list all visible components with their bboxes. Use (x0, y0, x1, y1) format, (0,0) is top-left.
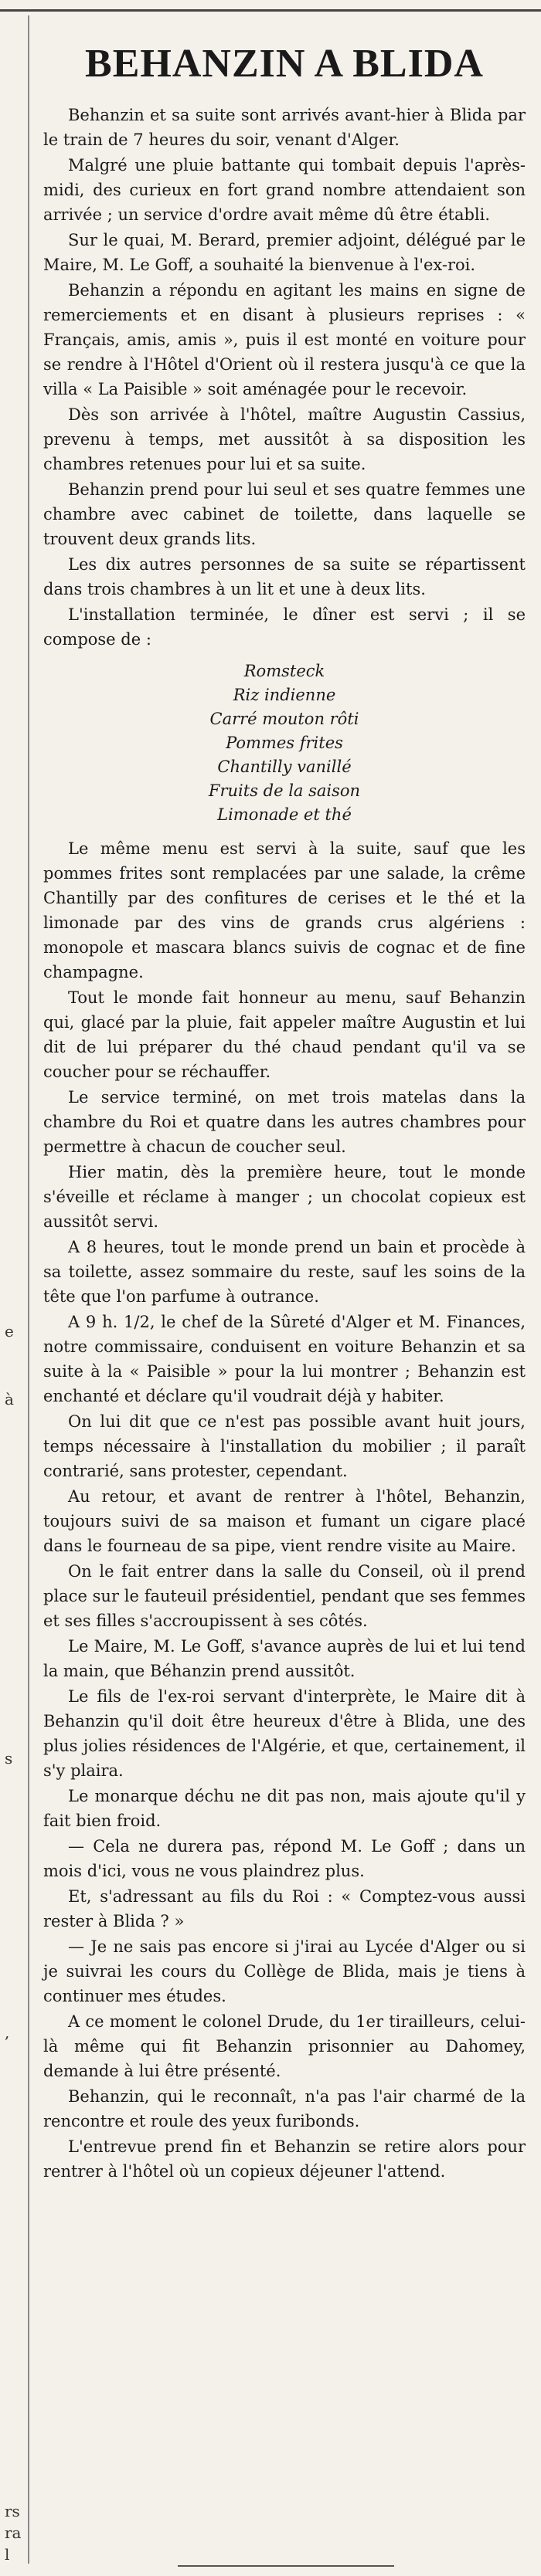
article-paragraph: Tout le monde fait honneur au menu, sauf Behanzin qui, glacé par la pluie, fait appeler maître Augustin et lui dit de lui préparer du thé chaud pendant qu'il va se coucher pour se réchauffer. (43, 988, 526, 1081)
margin-fragment: ra (5, 2523, 22, 2542)
menu-item: Limonade et thé (217, 805, 352, 824)
margin-fragment: à (5, 1390, 14, 1408)
article-title: BEHANZIN A BLIDA (85, 42, 484, 86)
margin-fragment: l (5, 2545, 10, 2564)
article-paragraph: Behanzin prend pour lui seul et ses quatre femmes une chambre avec cabinet de toilette, dans laquelle se trouvent deux grands lits. (43, 480, 526, 548)
article-paragraph: Behanzin, qui le reconnaît, n'a pas l'air charmé de la rencontre et roule des yeux furibonds. (43, 2086, 526, 2130)
menu-item: Riz indienne (233, 685, 336, 704)
article-paragraph: On le fait entrer dans la salle du Conseil, où il prend place sur le fauteuil présidentiel, pendant que ses femmes et ses filles s'accroupissent à ses côtés. (43, 1561, 526, 1630)
article-paragraph: Et, s'adressant au fils du Roi : « Comptez-vous aussi rester à Blida ? » (43, 1886, 526, 1930)
left-column-fragment (0, 0, 23, 2576)
menu-item: Romsteck (243, 661, 325, 680)
article-paragraph: Hier matin, dès la première heure, tout le monde s'éveille et réclame à manger ; un chocolat copieux est aussitôt servi. (43, 1162, 526, 1231)
article-paragraph: L'entrevue prend fin et Behanzin se retire alors pour rentrer à l'hôtel où un copieux déjeuner l'attend. (43, 2137, 526, 2181)
article-paragraph: On lui dit que ce n'est pas possible avant huit jours, temps nécessaire à l'installation du mobilier ; il paraît contrarié, sans protester, cependant. (43, 1412, 526, 1480)
margin-fragment: s (5, 1749, 13, 1768)
margin-fragment: e (5, 1322, 14, 1341)
dinner-menu (43, 659, 526, 827)
article-paragraph: — Je ne sais pas encore si j'irai au Lycée d'Alger ou si je suivrai les cours du Collège de Blida, mais je tiens à continuer mes études. (43, 1937, 526, 2005)
article-paragraph: — Cela ne durera pas, répond M. Le Goff ; dans un mois d'ici, vous ne vous plaindrez plus. (43, 1836, 526, 1880)
article-paragraph: Dès son arrivée à l'hôtel, maître Augustin Cassius, prevenu à temps, met aussitôt à sa disposition les chambres retenues pour lui et sa suite. (43, 405, 526, 473)
menu-item: Pommes frites (226, 733, 343, 752)
article-paragraph: Malgré une pluie battante qui tombait depuis l'après-midi, des curieux en fort grand nombre attendaient son arrivée ; un service d'ordre avait même dû être établi. (43, 155, 526, 224)
margin-fragment: rs (5, 2502, 20, 2520)
article-paragraph: A 9 h. 1/2, le chef de la Sûreté d'Alger et M. Finances, notre commissaire, conduisent en voiture Behanzin et sa suite à la « Paisible » pour la lui montrer ; Behanzin est enchanté et déclare qu'il voudrait déjà y habiter. (43, 1312, 526, 1405)
article-paragraph: Le même menu est servi à la suite, sauf que les pommes frites sont remplacées par une salade, la crême Chantilly par des confitures de cerises et le thé et la limonade par des vins de grands crus algériens : monopole et mascara blancs suivis de cognac et de fine champagne. (43, 839, 526, 981)
article-paragraph: A ce moment le colonel Drude, du 1er tirailleurs, celui-là même qui fit Behanzin prisonnier au Dahomey, demande à lui être présenté. (43, 2012, 526, 2080)
article-paragraph: Le fils de l'ex-roi servant d'interprète, le Maire dit à Behanzin qu'il doit être heureux d'être à Blida, une des plus jolies résidences de l'Algérie, et que, certainement, il s'y plaira. (43, 1686, 526, 1780)
article-paragraph: A 8 heures, tout le monde prend un bain et procède à sa toilette, assez sommaire du reste, sauf les soins de la tête que l'on parfume à outrance. (43, 1237, 526, 1306)
menu-item: Carré mouton rôti (209, 709, 359, 728)
article-paragraph: Behanzin et sa suite sont arrivés avant-hier à Blida par le train de 7 heures du soir, venant d'Alger. (43, 105, 526, 149)
article-body-before-menu (43, 103, 526, 652)
article-body-after-menu (43, 836, 526, 2184)
margin-fragment: , (5, 2023, 10, 2042)
column-divider (28, 15, 29, 2564)
article-paragraph: Le monarque déchu ne dit pas non, mais ajoute qu'il y fait bien froid. (43, 1786, 526, 1830)
article-paragraph: Le Maire, M. Le Goff, s'avance auprès de lui et lui tend la main, que Béhanzin prend aussitôt. (43, 1636, 526, 1680)
article-paragraph: Au retour, et avant de rentrer à l'hôtel, Behanzin, toujours suivi de sa maison et fumant un cigare placé dans le fourneau de sa pipe, vient rendre visite au Maire. (43, 1486, 526, 1555)
article-paragraph: Le service terminé, on met trois matelas dans la chambre du Roi et quatre dans les autres chambres pour permettre à chacun de coucher seul. (43, 1087, 526, 1156)
article-paragraph: Les dix autres personnes de sa suite se répartissent dans trois chambres à un lit et une à deux lits. (43, 554, 526, 598)
article-paragraph: L'installation terminée, le dîner est servi ; il se compose de : (43, 605, 526, 649)
menu-item: Fruits de la saison (208, 781, 361, 800)
top-rule (0, 9, 541, 12)
bottom-rule (178, 2565, 394, 2567)
article-paragraph: Behanzin a répondu en agitant les mains en signe de remerciements et en disant à plusieurs reprises : « Français, amis, amis », puis il est monté en voiture pour se rendre à l'Hôtel d'Orient où il restera jusqu'à ce que la villa « La Paisible » soit aménagée pour le recevoir. (43, 280, 526, 398)
article-paragraph: Sur le quai, M. Berard, premier adjoint, délégué par le Maire, M. Le Goff, a souhaité la bienvenue à l'ex-roi. (43, 230, 526, 274)
menu-item: Chantilly vanillé (217, 757, 352, 776)
